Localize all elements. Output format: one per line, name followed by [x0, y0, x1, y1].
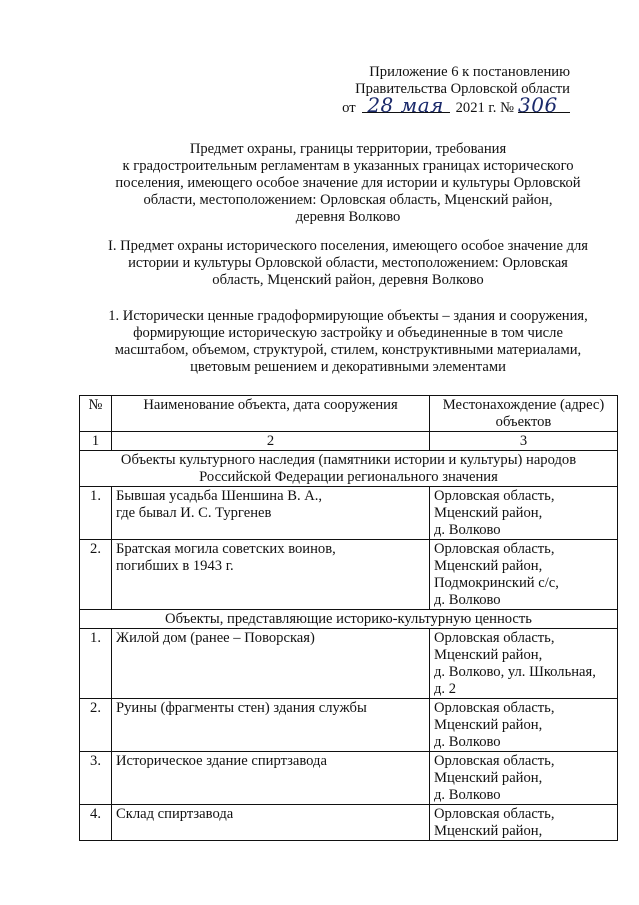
header-location-line: Местонахождение (адрес)	[442, 397, 605, 413]
appendix-line-2: Правительства Орловской области	[355, 81, 570, 97]
object-location-line: Орловская область,	[434, 630, 555, 646]
row-number: 1.	[80, 487, 112, 540]
object-location	[430, 805, 618, 841]
group-heading-line: Объекты культурного наследия (памятники истории и культуры) народов	[120, 452, 577, 468]
object-location-line: д. 2	[434, 681, 457, 697]
group-heading-line: Российской Федерации регионального значения	[199, 469, 498, 485]
appendix-line-1: Приложение 6 к постановлению	[369, 64, 570, 80]
object-name-line: погибших в 1943 г.	[116, 558, 234, 574]
handwritten-date: 28 мая	[362, 98, 450, 113]
title-line: к градостроительным регламентам в указанных границах исторического	[122, 158, 574, 174]
object-location-line: Мценский район,	[434, 770, 543, 786]
row-number: 2.	[80, 540, 112, 610]
table-row	[80, 805, 618, 841]
group-heading-row	[80, 610, 618, 629]
object-name	[112, 629, 430, 699]
object-name-line: Жилой дом (ранее – Поворская)	[116, 630, 315, 646]
column-numbers-row	[80, 432, 618, 451]
header-name: Наименование объекта, дата сооружения	[112, 396, 430, 432]
year-text: 2021 г. №	[455, 100, 514, 116]
row-number: 4.	[80, 805, 112, 841]
column-number: 2	[112, 432, 430, 451]
section-line: I. Предмет охраны исторического поселения, имеющего особое значение для	[107, 238, 589, 254]
object-location-line: Орловская область,	[434, 700, 555, 716]
appendix-date-line	[338, 93, 570, 117]
subsection-1-heading	[80, 308, 616, 376]
object-location-line: Мценский район,	[434, 717, 543, 733]
object-location-line: Мценский район,	[434, 558, 543, 574]
object-location-line: д. Волково, ул. Школьная,	[434, 664, 596, 680]
subsection-line: 1. Исторически ценные градоформирующие объекты – здания и сооружения,	[108, 308, 588, 324]
object-name-line: Бывшая усадьба Шеншина В. А.,	[116, 488, 323, 504]
object-location-line: Подмокринский с/с,	[434, 575, 559, 591]
group-heading-row	[80, 451, 618, 487]
object-location-line: д. Волково	[434, 592, 501, 608]
title-line: Предмет охраны, границы территории, требования	[189, 141, 507, 157]
object-location	[430, 487, 618, 540]
table-header-row	[80, 396, 618, 432]
column-number: 1	[80, 432, 112, 451]
table-row	[80, 699, 618, 752]
object-location-line: д. Волково	[434, 522, 501, 538]
object-location-line: д. Волково	[434, 734, 501, 750]
object-name-line: Склад спиртзавода	[116, 806, 234, 822]
date-prefix: от	[342, 100, 356, 116]
object-name	[112, 540, 430, 610]
objects-table	[79, 395, 618, 841]
handwritten-number: 306	[518, 98, 570, 113]
object-location-line: Мценский район,	[434, 823, 543, 839]
table-row	[80, 487, 618, 540]
row-number: 2.	[80, 699, 112, 752]
object-name	[112, 699, 430, 752]
header-location-line: объектов	[495, 414, 552, 430]
object-location	[430, 540, 618, 610]
object-location	[430, 752, 618, 805]
table-row	[80, 629, 618, 699]
title-line: области, местоположением: Орловская область, Мценский район,	[143, 192, 553, 208]
title-line: деревня Волково	[295, 209, 401, 225]
subsection-line: формирующие историческую застройку и объединенные в том числе	[133, 325, 563, 341]
column-number: 3	[430, 432, 618, 451]
row-number: 1.	[80, 629, 112, 699]
object-location-line: Орловская область,	[434, 806, 555, 822]
table-row	[80, 752, 618, 805]
section-line: область, Мценский район, деревня Волково	[212, 272, 484, 288]
group-1-heading	[80, 451, 618, 487]
subsection-line: цветовым решением и декоративными элементами	[190, 359, 506, 375]
subsection-line: масштабом, объемом, структурой, стилем, конструктивными материалами,	[114, 342, 582, 358]
section-1-heading	[80, 238, 616, 289]
object-location-line: Мценский район,	[434, 505, 543, 521]
title-line: поселения, имеющего особое значение для истории и культуры Орловской	[115, 175, 581, 191]
object-name-line: Историческое здание спиртзавода	[116, 753, 327, 769]
object-location	[430, 629, 618, 699]
object-name-line: Братская могила советских воинов,	[116, 541, 336, 557]
object-name-line: где бывал И. С. Тургенев	[116, 505, 272, 521]
group-2-heading: Объекты, представляющие историко-культурную ценность	[80, 610, 618, 629]
object-location	[430, 699, 618, 752]
table-row	[80, 540, 618, 610]
header-no: №	[80, 396, 112, 432]
appendix-header	[338, 64, 570, 117]
object-name	[112, 487, 430, 540]
object-location-line: д. Волково	[434, 787, 501, 803]
object-name-line: Руины (фрагменты стен) здания службы	[116, 700, 367, 716]
object-name	[112, 805, 430, 841]
object-location-line: Орловская область,	[434, 541, 555, 557]
object-location-line: Орловская область,	[434, 753, 555, 769]
object-location-line: Мценский район,	[434, 647, 543, 663]
section-line: истории и культуры Орловской области, местоположением: Орловская	[128, 255, 568, 271]
header-location	[430, 396, 618, 432]
object-name	[112, 752, 430, 805]
document-title	[80, 141, 616, 226]
object-location-line: Орловская область,	[434, 488, 555, 504]
row-number: 3.	[80, 752, 112, 805]
